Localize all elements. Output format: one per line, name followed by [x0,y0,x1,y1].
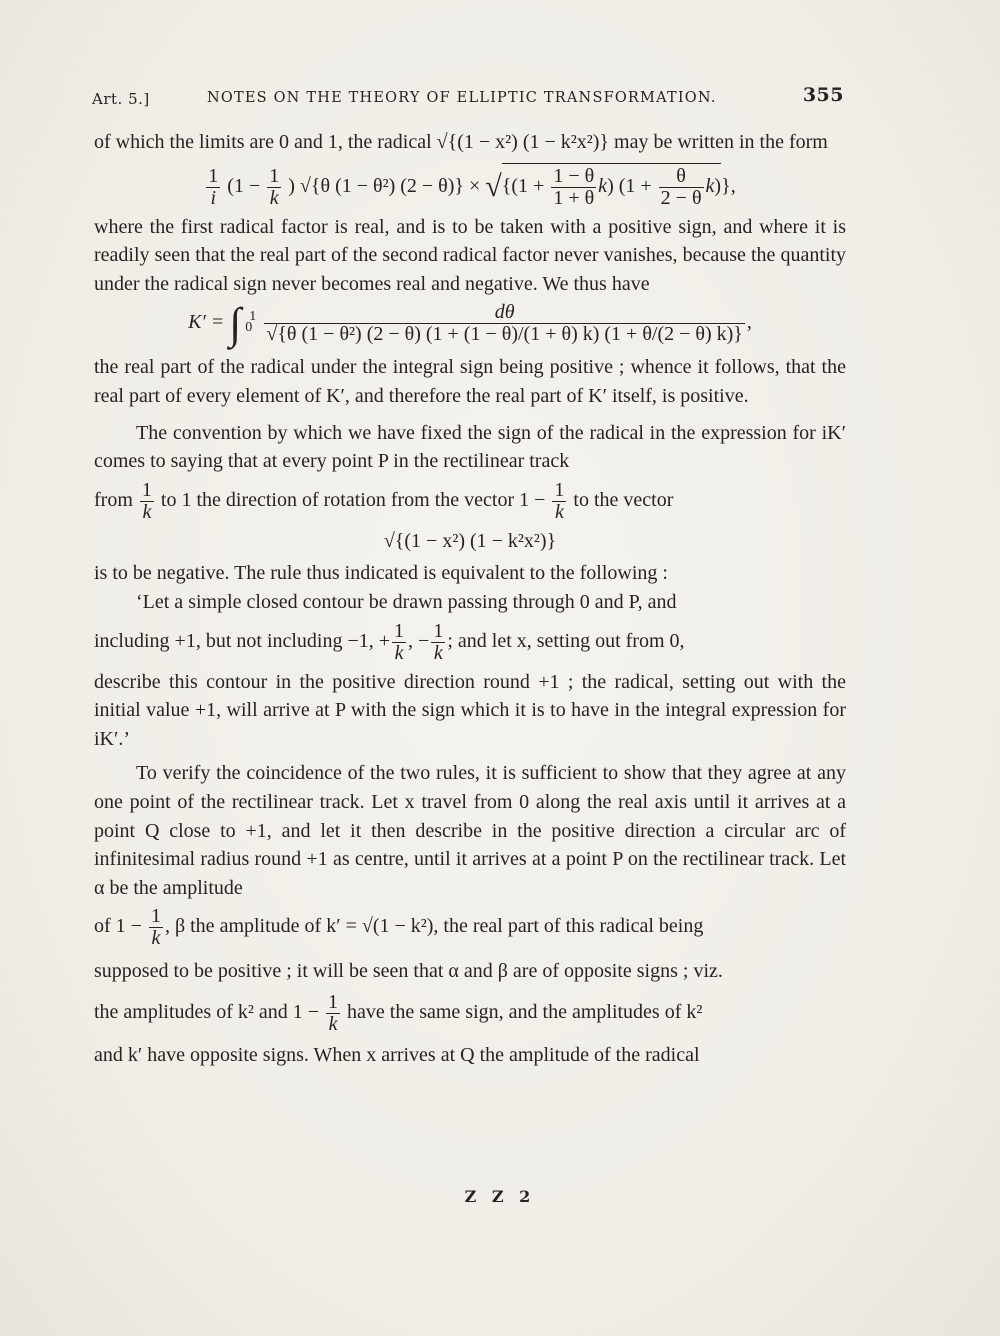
eq2-comma: , [746,311,752,334]
paragraph-7-line-d [94,992,846,1035]
k-prime-lhs: K′ = [188,311,225,334]
fraction-1-over-k-7: $\frac{1}{k}$ [328,990,339,1035]
integrand-denominator: √{θ (1 − θ²) (2 − θ) (1 + (1 − θ)/(1 + θ) k) (1 + θ/(2 − θ) k)} [266,323,743,346]
text-let-x: ; and let x, setting out from 0, [447,629,685,652]
second-radical-body: {(1 + $\frac{1 - \theta}{1 + \theta}$ k) (1 + $\frac{\theta}{2 - \theta}$ k) [501,164,722,209]
paragraph-2: where the first radical factor is real, and is to be taken with a positive sign, and where it is readily seen that the real part of the second radical factor never vanishes, because the quantity under the radical sign never becomes real and negative. We thus have [94,215,846,295]
paren-open: (1 − [227,174,261,197]
equation-vector: √{(1 − x²) (1 − k²x²)} [383,529,557,552]
fraction-b: $\frac{\theta}{2 - \theta}$ [660,164,702,209]
paragraph-5: is to be negative. The rule thus indicated is equivalent to the following : [94,562,668,585]
paragraph-6-rest: describe this contour in the positive direction round +1 ; the radical, setting out with the initial value +1, will arrive at P with the sign which it is to have in the integral expression for iK′.’ [94,670,846,750]
paragraph-7-line-c: supposed to be positive ; it will be seen that α and β are of opposite signs ; viz. [94,960,723,983]
body-text [94,128,846,1069]
fraction-a: $\frac{1 - \theta}{1 + \theta}$ [553,164,595,209]
fraction-1-over-k-3: $\frac{1}{k}$ [554,478,565,523]
paragraph-7: To verify the coincidence of the two rules, it is sufficient to show that they agree at any one point of the rectilinear track. Let x travel from 0 along the real axis until it arrives at a point Q close to +1, and let it then describe in the positive direction a circular arc of infinitesimal radius round +1 as centre, until it arrives at a point P on the rectilinear track. Let α be the amplitude [94,762,846,899]
fraction-1-over-k-5: $\frac{1}{k}$ [433,619,444,664]
paragraph-3: the real part of the radical under the integral sign being positive ; whence it follows, that the real part of every element of K′, and therefore the real part of K′ itself, is positive. [94,356,846,407]
fraction-1-over-k: $\frac{1}{k}$ [269,164,280,209]
paragraph-4: The convention by which we have fixed the sign of the radical in the expression for iK′ comes to saying that at every point P in the rectilinear track [94,421,846,473]
eq1-tail: }, [721,174,736,197]
fraction-1-over-k-6: $\frac{1}{k}$ [150,905,161,950]
paren-close: ) [288,174,295,197]
running-title: NOTES ON THE THEORY OF ELLIPTIC TRANSFORMATION. [207,90,717,106]
integrand-fraction [264,302,745,345]
page-number: 355 [802,84,844,106]
text-from: from [94,488,133,511]
article-label: Art. 5.] [92,90,150,108]
text-amplitudes: the amplitudes of k² and 1 − [94,1000,320,1023]
text-same-sign: have the same sign, and the amplitudes of k² [347,1000,703,1023]
text-including: including +1, but not including −1, + [94,629,391,652]
first-radical: √{θ (1 − θ²) (2 − θ)} × [299,174,481,197]
integrand-numerator: dθ [264,302,745,324]
text-to-vector: to the vector [573,488,674,511]
radical-sign: √ [485,169,502,203]
equation-k-prime [94,299,846,349]
signature-mark: Z Z 2 [464,1187,536,1206]
text-minus: , − [408,629,430,652]
fraction-1-over-k-2: $\frac{1}{k}$ [141,478,152,523]
equation-radical-form [94,163,846,209]
text-beta: , β the amplitude of k′ = √(1 − k²), the real part of this radical being [164,915,704,938]
paragraph-1: of which the limits are 0 and 1, the radical √{(1 − x²) (1 − k²x²)} may be written in the form [94,131,828,153]
paragraph-7-line-b [94,906,846,949]
fraction-1-over-k-4: $\frac{1}{k}$ [394,619,405,664]
paragraph-4-line [94,480,846,523]
fraction-1-over-i: $\frac{1}{i}$ [208,164,219,209]
text-direction: to 1 the direction of rotation from the vector 1 − [160,488,546,511]
text-of: of 1 − [94,915,142,938]
paragraph-7-line-e: and k′ have opposite signs. When x arrives at Q the amplitude of the radical [94,1043,700,1066]
paragraph-6: ‘Let a simple closed contour be drawn passing through 0 and P, and [136,590,677,613]
paragraph-6-line [94,621,846,664]
integral: ∫ 1 0 [229,299,257,349]
running-header [92,84,852,114]
